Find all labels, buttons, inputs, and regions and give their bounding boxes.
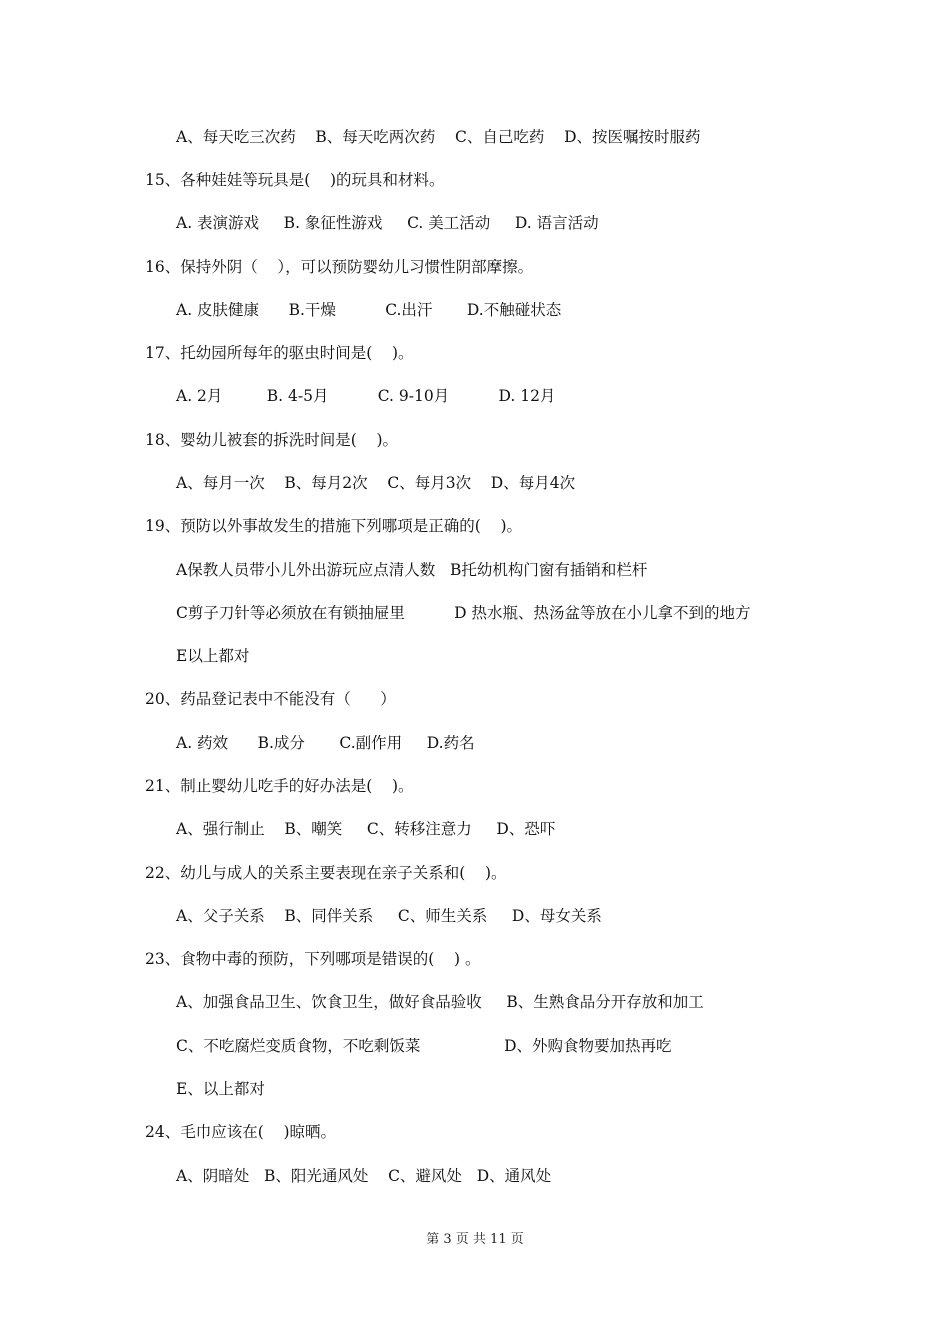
q19-question: 19、预防以外事故发生的措施下列哪项是正确的( )。 [145, 517, 523, 535]
q19-option-e: E以上都对 [176, 647, 250, 665]
page-footer: 第 3 页 共 11 页 [426, 1232, 524, 1247]
q23-options-cd: C、不吃腐烂变质食物，不吃剩饭菜 D、外购食物要加热再吃 [176, 1037, 672, 1055]
q16-question: 16、保持外阴（ ），可以预防婴幼儿习惯性阴部摩擦。 [145, 258, 534, 276]
q18-question: 18、婴幼儿被套的拆洗时间是( )。 [145, 431, 399, 449]
q15-question: 15、各种娃娃等玩具是( )的玩具和材料。 [145, 171, 445, 189]
q21-options: A、强行制止 B、嘲笑 C、转移注意力 D、恐吓 [176, 820, 556, 838]
q17-question: 17、托幼园所每年的驱虫时间是( )。 [145, 344, 414, 362]
q22-options: A、父子关系 B、同伴关系 C、师生关系 D、母女关系 [176, 907, 602, 925]
q23-question: 23、食物中毒的预防，下列哪项是错误的( ) 。 [145, 950, 481, 968]
q24-question: 24、毛巾应该在( )晾晒。 [145, 1123, 337, 1141]
q19-options-ab: A保教人员带小儿外出游玩应点清人数 B托幼机构门窗有插销和栏杆 [176, 561, 648, 579]
q17-options: A. 2月 B. 4-5月 C. 9-10月 D. 12月 [176, 387, 556, 405]
q20-question: 20、药品登记表中不能没有（ ） [145, 690, 396, 708]
q14-options: A、每天吃三次药 B、每天吃两次药 C、自己吃药 D、按医嘱按时服药 [176, 128, 701, 146]
q23-options-ab: A、加强食品卫生、饮食卫生，做好食品验收 B、生熟食品分开存放和加工 [176, 993, 704, 1011]
q15-options: A. 表演游戏 B. 象征性游戏 C. 美工活动 D. 语言活动 [176, 214, 599, 232]
q24-options: A、阴暗处 B、阳光通风处 C、避风处 D、通风处 [176, 1167, 552, 1185]
q20-options: A. 药效 B.成分 C.副作用 D.药名 [176, 734, 475, 752]
q19-options-cd: C剪子刀针等必须放在有锁抽屉里 D 热水瓶、热汤盆等放在小儿拿不到的地方 [176, 604, 751, 622]
q23-option-e: E、以上都对 [176, 1080, 265, 1098]
q21-question: 21、制止婴幼儿吃手的好办法是( )。 [145, 777, 414, 795]
q18-options: A、每月一次 B、每月2次 C、每月3次 D、每月4次 [176, 474, 576, 492]
q22-question: 22、幼儿与成人的关系主要表现在亲子关系和( )。 [145, 864, 507, 882]
q16-options: A. 皮肤健康 B.干燥 C.出汗 D.不触碰状态 [176, 301, 562, 319]
